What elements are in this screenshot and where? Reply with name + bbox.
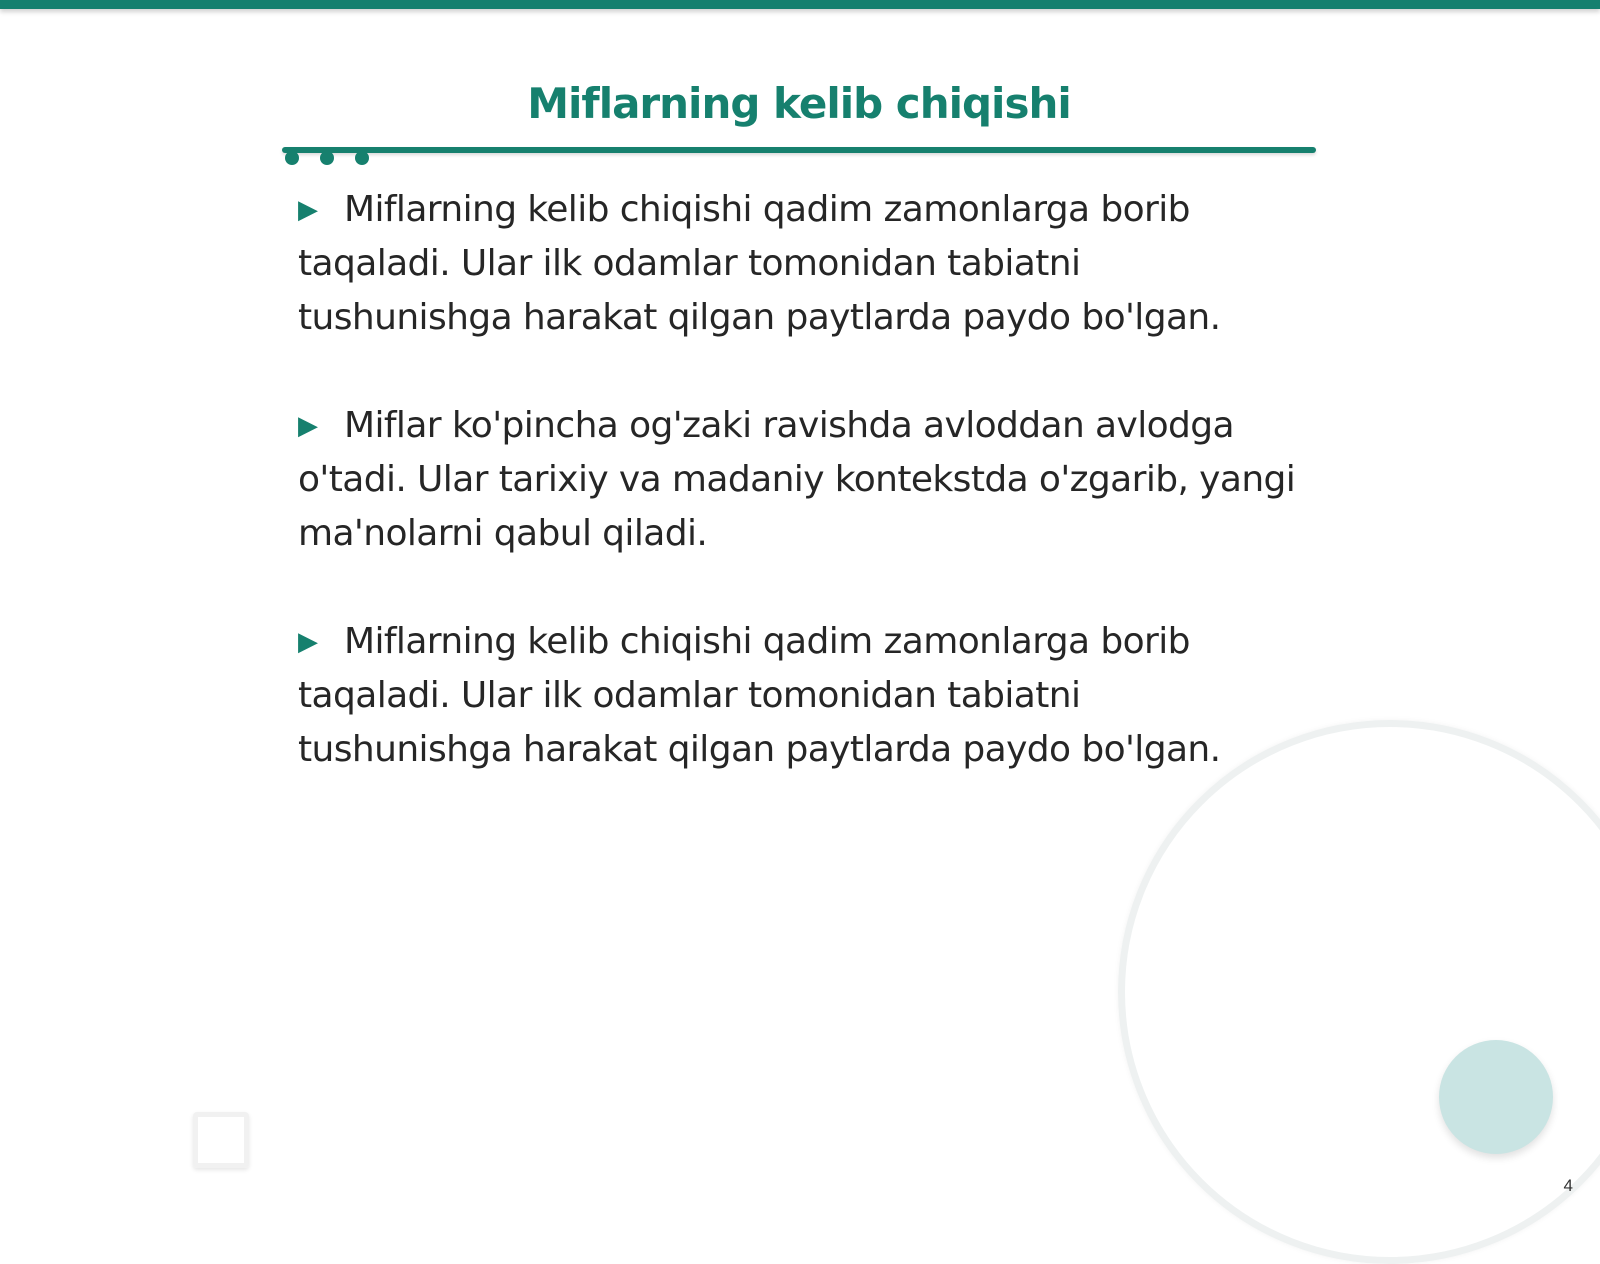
title-underline bbox=[282, 147, 1316, 153]
triangle-bullet-icon: ▶ bbox=[298, 627, 318, 657]
slide-number: 4 bbox=[1563, 1176, 1573, 1195]
decorative-disc bbox=[1439, 1040, 1553, 1154]
slide-title: Miflarning kelib chiqishi bbox=[527, 79, 1071, 128]
bullet-item bbox=[298, 399, 1298, 561]
bullet-list bbox=[298, 183, 1298, 831]
underline-dot bbox=[285, 151, 299, 165]
bullet-text: Miflar ko'pincha og'zaki ravishda avloddan avlodga o'tadi. Ular tarixiy va madaniy kontekstda o'zgarib, yangi ma'nolarni qabul qiladi. bbox=[298, 405, 1296, 554]
bullet-item bbox=[298, 183, 1298, 345]
bullet-text: Miflarning kelib chiqishi qadim zamonlarga borib taqaladi. Ular ilk odamlar tomonidan tabiatni tushunishga harakat qilgan paytlarda paydo bo'lgan. bbox=[298, 189, 1221, 338]
underline-dot bbox=[355, 151, 369, 165]
top-accent-bar bbox=[0, 0, 1600, 9]
bullet-item bbox=[298, 615, 1298, 777]
decorative-square bbox=[193, 1112, 249, 1168]
underline-dot bbox=[320, 151, 334, 165]
bullet-text: Miflarning kelib chiqishi qadim zamonlarga borib taqaladi. Ular ilk odamlar tomonidan tabiatni tushunishga harakat qilgan paytlarda paydo bo'lgan. bbox=[298, 621, 1221, 770]
triangle-bullet-icon: ▶ bbox=[298, 195, 318, 225]
triangle-bullet-icon: ▶ bbox=[298, 411, 318, 441]
